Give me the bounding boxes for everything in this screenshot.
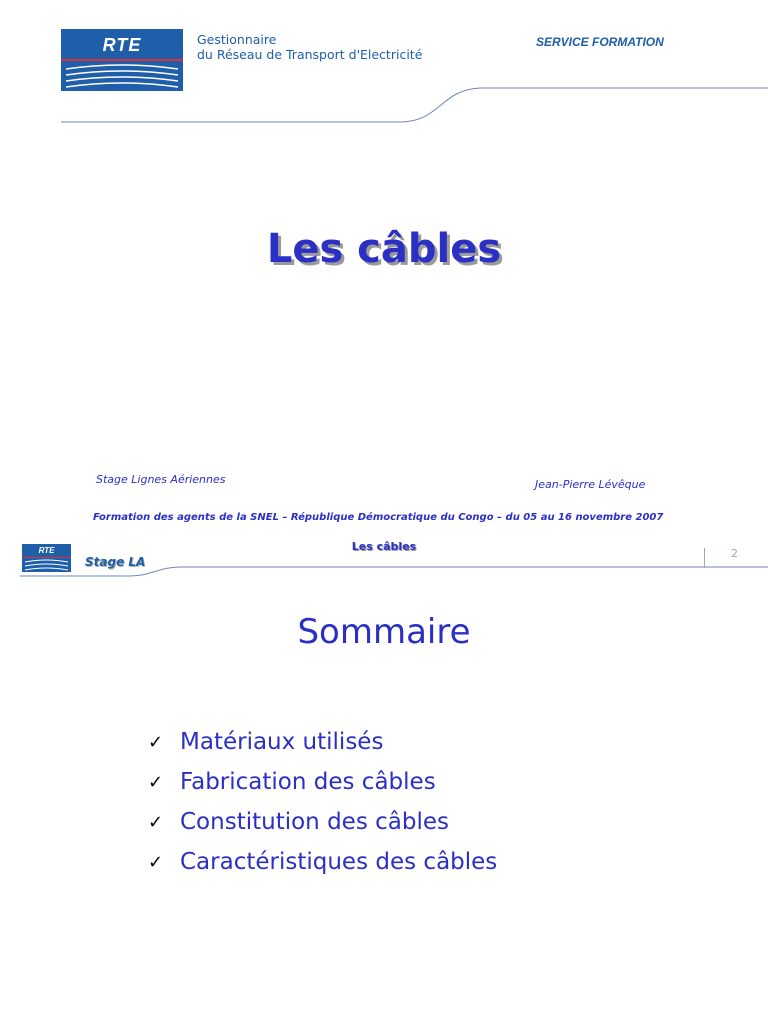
list-item [148,722,497,762]
list-item-label: Caractéristiques des câbles [180,849,498,875]
checkmark-icon: ✓ [148,811,164,833]
wave-logo-icon [61,59,183,91]
page-separator [704,548,705,568]
list-item-label: Fabrication des câbles [180,769,436,795]
logo-text: RTE [38,546,55,555]
page-number: 2 [731,547,738,560]
checkmark-icon: ✓ [148,731,164,753]
rte-logo-small [22,544,71,572]
rte-logo [61,29,183,91]
summary-slide [0,540,768,1024]
logo-text: RTE [102,35,142,55]
list-item [148,762,497,802]
section-title: Sommaire [297,612,471,652]
stage-name: Stage Lignes Aériennes [96,473,226,486]
list-item [148,842,497,882]
organization-name [197,32,422,62]
list-item-label: Matériaux utilisés [180,729,384,755]
author-name: Jean-Pierre Lévêque [535,478,646,491]
wave-logo-icon [22,557,71,572]
service-label: SERVICE FORMATION [536,35,664,49]
slide-title: Les câbles [266,226,502,272]
checkmark-icon: ✓ [148,851,164,873]
summary-list [148,722,497,882]
org-line-1: Gestionnaire [197,32,277,47]
checkmark-icon: ✓ [148,771,164,793]
formation-info: Formation des agents de la SNEL – République Démocratique du Congo – du 05 au 16 novembre 2007 [93,512,664,523]
header-title: Les câbles [351,540,417,553]
org-line-2: du Réseau de Transport d'Electricité [197,47,423,62]
list-item-label: Constitution des câbles [180,809,449,835]
stage-label: Stage LA [85,555,146,569]
list-item [148,802,497,842]
